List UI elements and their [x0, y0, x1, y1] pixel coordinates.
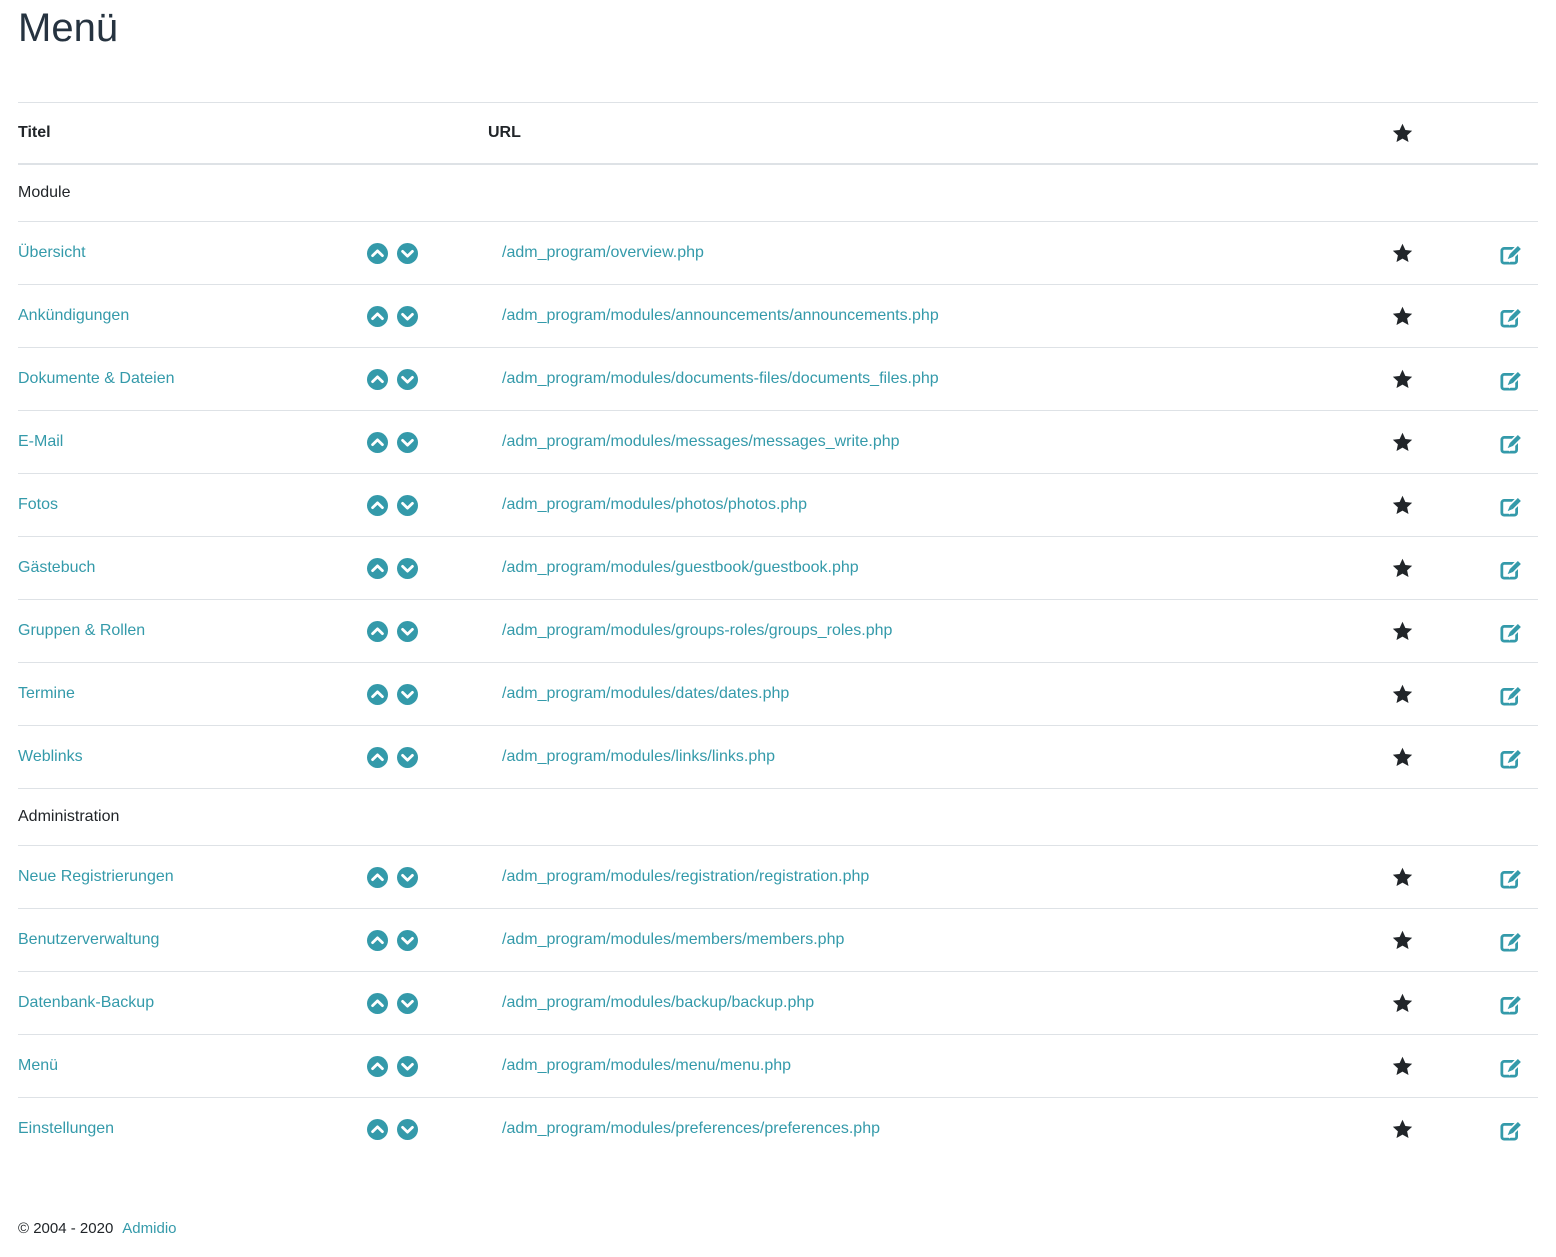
menu-item-row [18, 222, 1538, 285]
edit-icon[interactable] [1500, 1054, 1524, 1078]
edit-icon[interactable] [1500, 304, 1524, 328]
move-buttons [367, 306, 418, 327]
menu-item-title-link[interactable]: Datenbank-Backup [18, 994, 155, 1011]
group-header-row [18, 789, 1538, 846]
star-icon [1392, 684, 1413, 704]
move-buttons [367, 495, 418, 516]
admidio-link[interactable]: Admidio [122, 1220, 177, 1237]
column-header-title: Titel [18, 124, 51, 141]
chevron-circle-up-icon[interactable] [367, 432, 388, 453]
chevron-circle-up-icon[interactable] [367, 747, 388, 768]
chevron-circle-up-icon[interactable] [367, 684, 388, 705]
move-buttons [367, 930, 418, 951]
chevron-circle-down-icon[interactable] [397, 432, 418, 453]
star-icon [1392, 747, 1413, 767]
move-buttons [367, 747, 418, 768]
edit-icon[interactable] [1500, 745, 1524, 769]
menu-item-url-link[interactable]: /adm_program/modules/announcements/announcements.php [502, 307, 939, 324]
column-header-actions [1452, 113, 1538, 153]
chevron-circle-down-icon[interactable] [397, 621, 418, 642]
edit-icon[interactable] [1500, 1117, 1524, 1141]
chevron-circle-up-icon[interactable] [367, 867, 388, 888]
menu-item-url-link[interactable]: /adm_program/modules/links/links.php [502, 748, 776, 765]
chevron-circle-down-icon[interactable] [397, 306, 418, 327]
edit-icon[interactable] [1500, 367, 1524, 391]
menu-item-row [18, 348, 1538, 411]
star-icon [1392, 993, 1413, 1013]
column-header-url: URL [488, 124, 521, 141]
group-header-row [18, 165, 1538, 222]
star-icon [1392, 930, 1413, 950]
menu-item-title-link[interactable]: Termine [18, 685, 75, 702]
move-buttons [367, 432, 418, 453]
menu-item-title-link[interactable]: Gruppen & Rollen [18, 622, 146, 639]
page-title: Menü [18, 6, 119, 50]
menu-item-title-link[interactable]: Übersicht [18, 244, 86, 261]
move-buttons [367, 243, 418, 264]
chevron-circle-down-icon[interactable] [397, 495, 418, 516]
chevron-circle-down-icon[interactable] [397, 1056, 418, 1077]
menu-item-row [18, 909, 1538, 972]
chevron-circle-up-icon[interactable] [367, 369, 388, 390]
edit-icon[interactable] [1500, 430, 1524, 454]
menu-item-title-link[interactable]: E-Mail [18, 433, 64, 450]
move-buttons [367, 993, 418, 1014]
chevron-circle-down-icon[interactable] [397, 243, 418, 264]
move-buttons [367, 621, 418, 642]
chevron-circle-up-icon[interactable] [367, 1056, 388, 1077]
menu-item-row [18, 600, 1538, 663]
star-icon [1392, 621, 1413, 641]
group-label: Administration [18, 808, 120, 825]
menu-item-url-link[interactable]: /adm_program/modules/guestbook/guestbook.php [502, 559, 859, 576]
edit-icon[interactable] [1500, 865, 1524, 889]
edit-icon[interactable] [1500, 241, 1524, 265]
edit-icon[interactable] [1500, 493, 1524, 517]
menu-item-url-link[interactable]: /adm_program/overview.php [502, 244, 704, 261]
group-label: Module [18, 184, 71, 201]
menu-item-url-link[interactable]: /adm_program/modules/preferences/preferences.php [502, 1120, 880, 1137]
chevron-circle-up-icon[interactable] [367, 621, 388, 642]
star-icon [1392, 432, 1413, 452]
menu-item-url-link[interactable]: /adm_program/modules/documents-files/documents_files.php [502, 370, 939, 387]
edit-icon[interactable] [1500, 619, 1524, 643]
chevron-circle-up-icon[interactable] [367, 930, 388, 951]
star-icon [1392, 495, 1413, 515]
menu-item-url-link[interactable]: /adm_program/modules/groups-roles/groups_roles.php [502, 622, 893, 639]
menu-item-row [18, 972, 1538, 1035]
menu-item-url-link[interactable]: /adm_program/modules/members/members.php [502, 931, 845, 948]
chevron-circle-up-icon[interactable] [367, 306, 388, 327]
chevron-circle-down-icon[interactable] [397, 930, 418, 951]
menu-item-title-link[interactable]: Dokumente & Dateien [18, 370, 175, 387]
menu-item-row [18, 1035, 1538, 1098]
menu-item-title-link[interactable]: Fotos [18, 496, 59, 513]
chevron-circle-down-icon[interactable] [397, 684, 418, 705]
menu-item-url-link[interactable]: /adm_program/modules/backup/backup.php [502, 994, 815, 1011]
menu-item-row [18, 726, 1538, 789]
star-icon [1392, 123, 1413, 143]
edit-icon[interactable] [1500, 928, 1524, 952]
chevron-circle-down-icon[interactable] [397, 993, 418, 1014]
star-icon [1392, 867, 1413, 887]
move-buttons [367, 684, 418, 705]
edit-icon[interactable] [1500, 682, 1524, 706]
move-buttons [367, 1119, 418, 1140]
star-icon [1392, 558, 1413, 578]
menu-item-row [18, 846, 1538, 909]
menu-item-title-link[interactable]: Neue Registrierungen [18, 868, 174, 885]
chevron-circle-up-icon[interactable] [367, 558, 388, 579]
chevron-circle-down-icon[interactable] [397, 558, 418, 579]
menu-item-title-link[interactable]: Menü [18, 1057, 59, 1074]
menu-item-row [18, 537, 1538, 600]
chevron-circle-down-icon[interactable] [397, 867, 418, 888]
menu-item-url-link[interactable]: /adm_program/modules/photos/photos.php [502, 496, 808, 513]
menu-item-title-link[interactable]: Einstellungen [18, 1120, 115, 1137]
chevron-circle-up-icon[interactable] [367, 495, 388, 516]
star-icon [1392, 369, 1413, 389]
edit-icon[interactable] [1500, 556, 1524, 580]
star-icon [1392, 1056, 1413, 1076]
menu-item-url-link[interactable]: /adm_program/modules/dates/dates.php [502, 685, 790, 702]
chevron-circle-down-icon[interactable] [397, 747, 418, 768]
chevron-circle-down-icon[interactable] [397, 1119, 418, 1140]
menu-item-row [18, 1098, 1538, 1160]
edit-icon[interactable] [1500, 991, 1524, 1015]
menu-item-title-link[interactable]: Weblinks [18, 748, 83, 765]
star-icon [1392, 306, 1413, 326]
menu-item-url-link[interactable]: /adm_program/modules/messages/messages_write.php [502, 433, 900, 450]
menu-item-title-link[interactable]: Gästebuch [18, 559, 96, 576]
star-icon [1392, 243, 1413, 263]
copyright-text: © 2004 - 2020 [18, 1220, 114, 1237]
menu-table [18, 102, 1538, 1160]
menu-table-body [18, 165, 1538, 1160]
menu-item-row [18, 411, 1538, 474]
move-buttons [367, 558, 418, 579]
chevron-circle-up-icon[interactable] [367, 1119, 388, 1140]
menu-item-row [18, 663, 1538, 726]
chevron-circle-up-icon[interactable] [367, 993, 388, 1014]
move-buttons [367, 369, 418, 390]
menu-item-row [18, 474, 1538, 537]
chevron-circle-up-icon[interactable] [367, 243, 388, 264]
menu-item-row [18, 285, 1538, 348]
menu-item-title-link[interactable]: Benutzerverwaltung [18, 931, 160, 948]
menu-item-url-link[interactable]: /adm_program/modules/registration/registration.php [502, 868, 870, 885]
page-footer [18, 1220, 1538, 1237]
chevron-circle-down-icon[interactable] [397, 369, 418, 390]
table-header-row [18, 103, 1538, 165]
move-buttons [367, 867, 418, 888]
star-icon [1392, 1119, 1413, 1139]
menu-item-url-link[interactable]: /adm_program/modules/menu/menu.php [502, 1057, 792, 1074]
menu-item-title-link[interactable]: Ankündigungen [18, 307, 130, 324]
move-buttons [367, 1056, 418, 1077]
